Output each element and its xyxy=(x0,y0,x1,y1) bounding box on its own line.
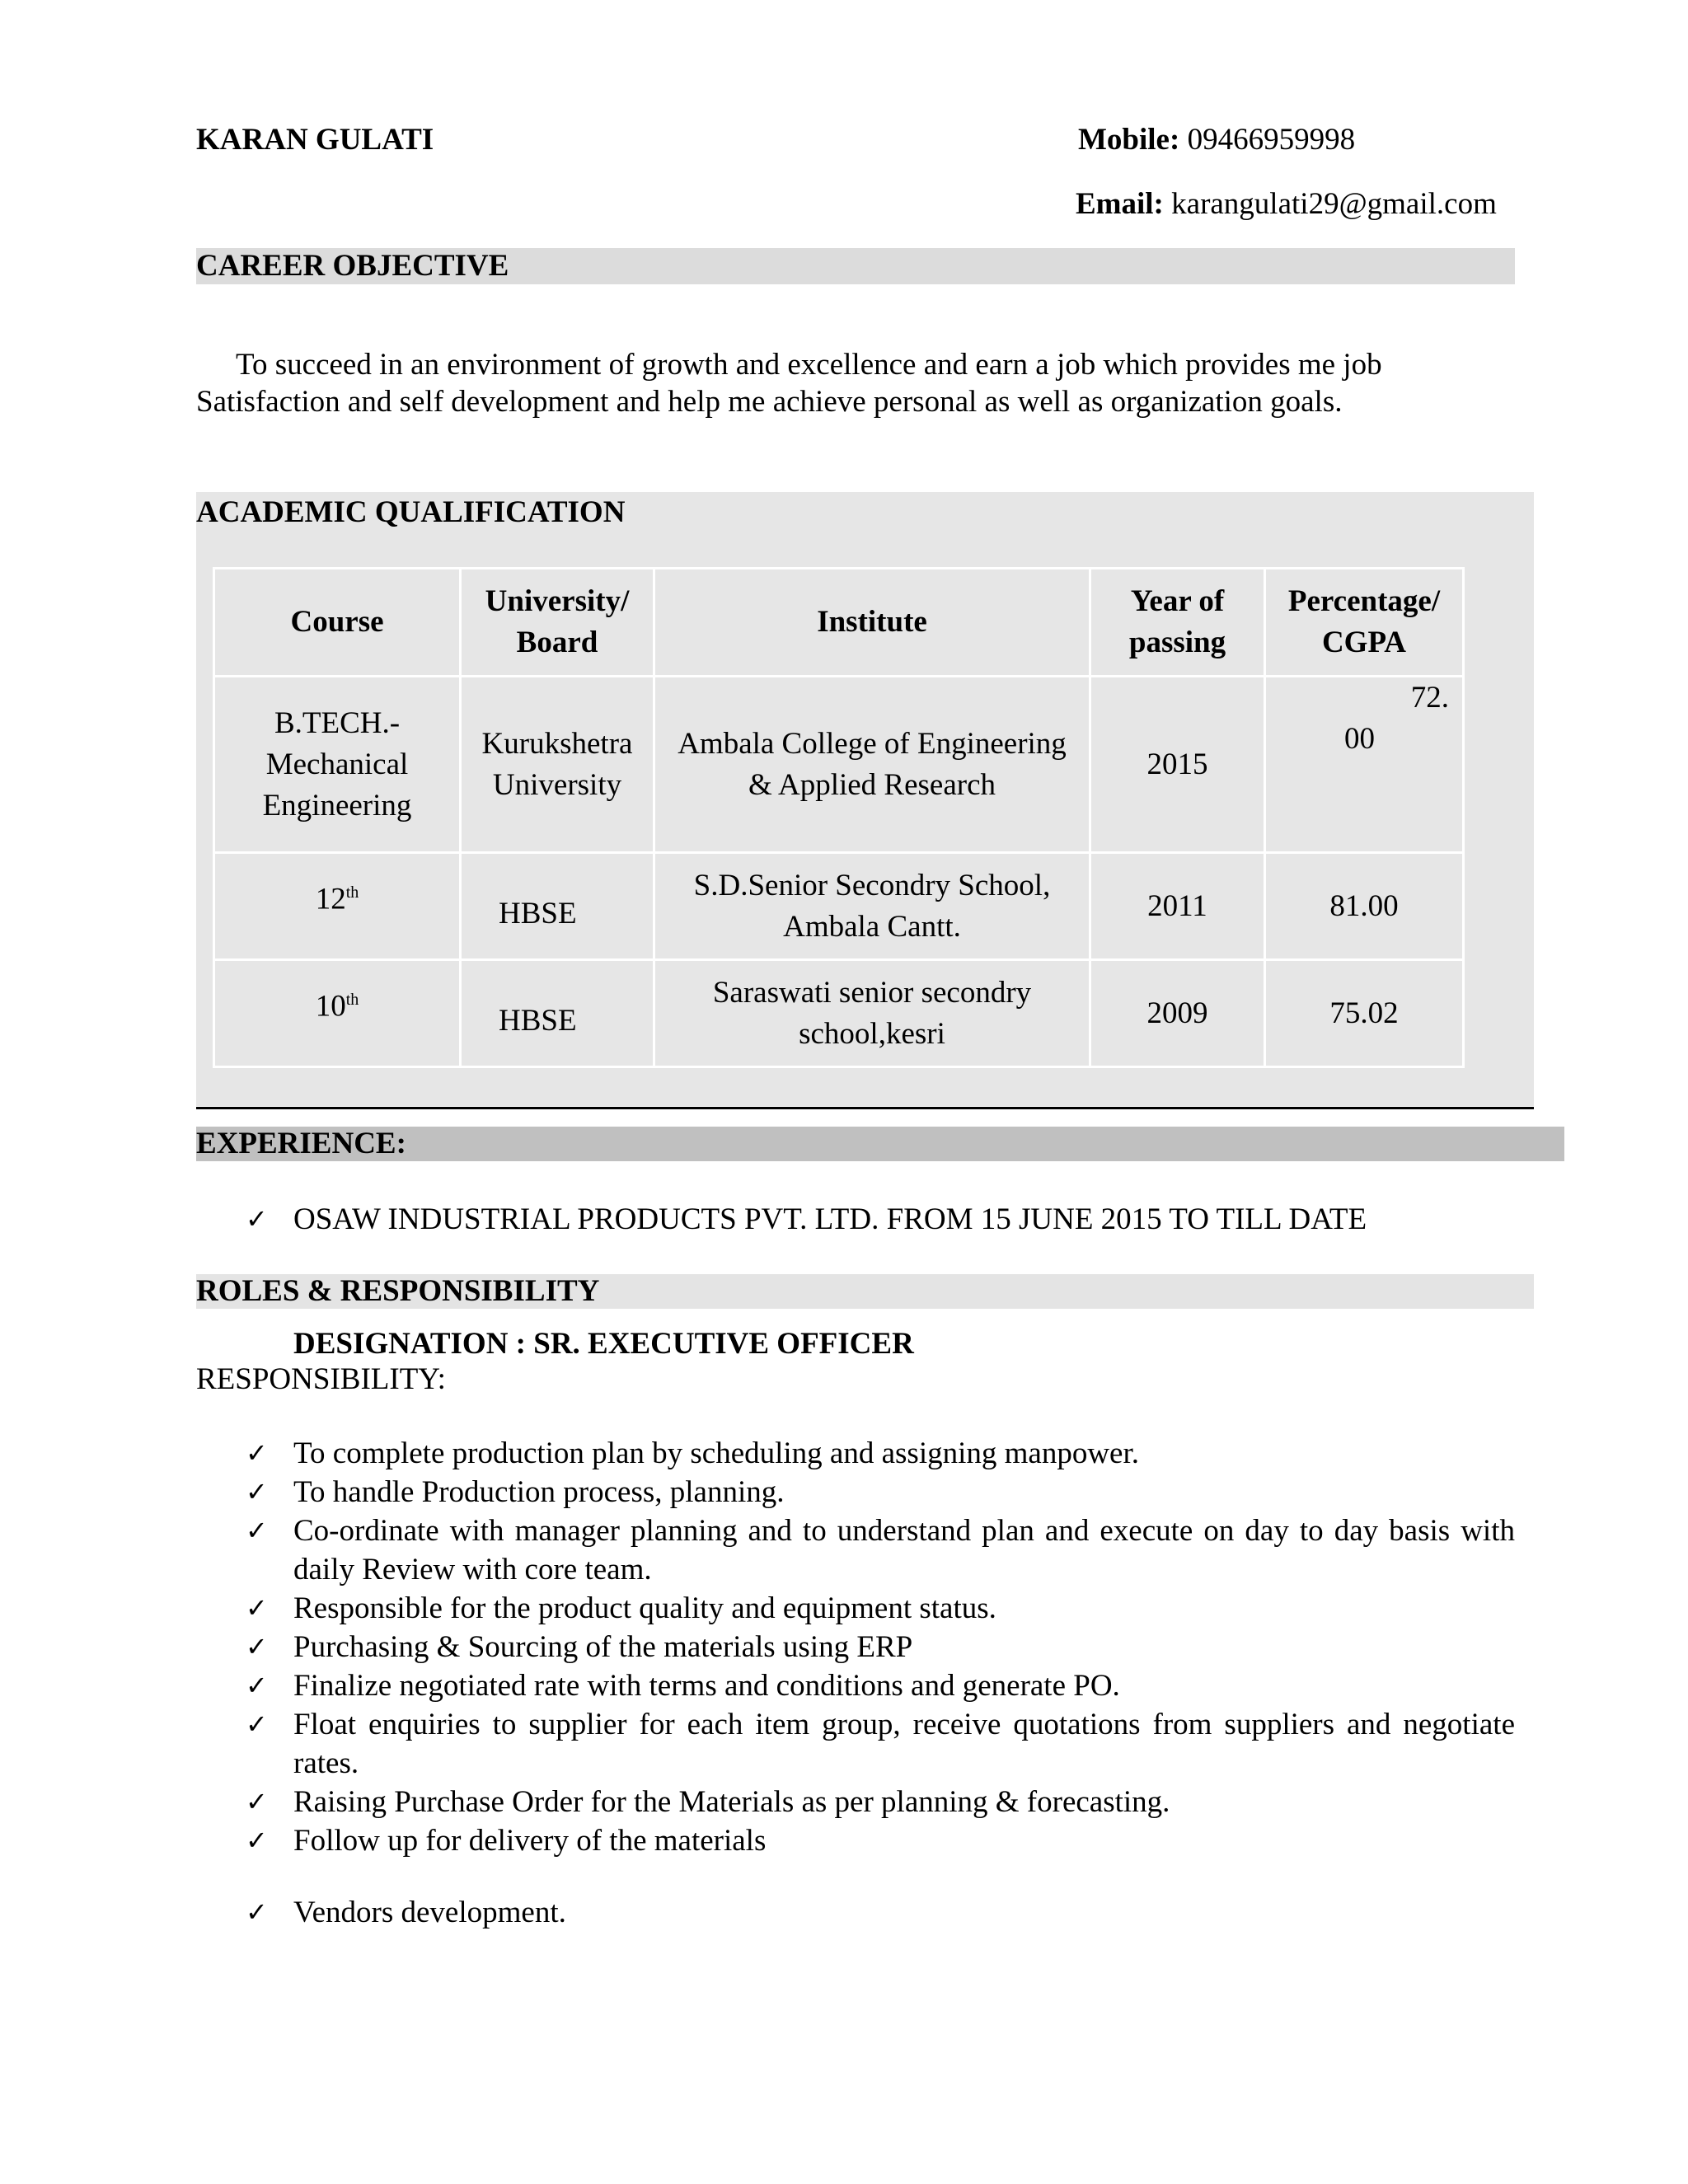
list-item: ✓ Purchasing & Sourcing of the materials using ERP xyxy=(246,1628,1515,1666)
mobile-value: 09466959998 xyxy=(1187,123,1356,157)
col-university: University/ Board xyxy=(461,569,654,677)
mobile-label: Mobile: xyxy=(1078,123,1180,157)
objective-line-2: Satisfaction and self development and help me achieve personal as well as organization goals. xyxy=(196,385,1343,419)
cell-university: HBSE xyxy=(461,853,654,960)
section-divider xyxy=(196,1107,1534,1109)
table-row xyxy=(214,677,1464,853)
col-institute: Institute xyxy=(654,569,1090,677)
list-item: ✓ To complete production plan by scheduling and assigning manpower. xyxy=(246,1434,1515,1473)
list-item: ✓ Follow up for delivery of the materials xyxy=(246,1821,1515,1860)
cell-course: 10th xyxy=(214,960,461,1067)
cell-institute: S.D.Senior Secondry School, Ambala Cantt. xyxy=(654,853,1090,960)
list-item: ✓ Vendors development. xyxy=(246,1893,1515,1932)
check-icon: ✓ xyxy=(246,1896,268,1928)
cell-percentage: 81.00 xyxy=(1265,853,1464,960)
list-item: ✓ Co-ordinate with manager planning and to understand plan and execute on day to day basis with daily Review with core team. xyxy=(246,1511,1515,1589)
cell-year: 2009 xyxy=(1090,960,1265,1067)
check-icon: ✓ xyxy=(246,1825,268,1856)
cell-institute: Ambala College of Engineering & Applied Research xyxy=(654,677,1090,853)
cell-course: B.TECH.- Mechanical Engineering xyxy=(214,677,461,853)
cell-course: 12th xyxy=(214,853,461,960)
table-row xyxy=(214,960,1464,1067)
check-icon: ✓ xyxy=(246,1786,268,1817)
roles-heading: ROLES & RESPONSIBILITY xyxy=(196,1274,600,1308)
check-icon: ✓ xyxy=(246,1476,268,1507)
mobile-line xyxy=(1078,122,1355,157)
table-row xyxy=(214,853,1464,960)
designation: DESIGNATION : SR. EXECUTIVE OFFICER xyxy=(293,1327,914,1361)
qualification-table xyxy=(213,567,1465,1068)
career-objective-heading: CAREER OBJECTIVE xyxy=(196,249,509,283)
responsibility-list xyxy=(246,1434,1515,1932)
list-item: ✓ Responsible for the product quality and equipment status. xyxy=(246,1589,1515,1628)
check-icon: ✓ xyxy=(246,1437,268,1469)
check-icon: ✓ xyxy=(246,1515,268,1546)
objective-line-1: To succeed in an environment of growth and excellence and earn a job which provides me job xyxy=(236,348,1382,382)
responsibility-label: RESPONSIBILITY: xyxy=(196,1362,446,1396)
cell-university: HBSE xyxy=(461,960,654,1067)
cell-year: 2011 xyxy=(1090,853,1265,960)
cell-institute: Saraswati senior secondry school,kesri xyxy=(654,960,1090,1067)
candidate-name: KARAN GULATI xyxy=(196,123,434,157)
check-icon: ✓ xyxy=(246,1708,268,1740)
check-icon: ✓ xyxy=(246,1203,268,1235)
email-label: Email: xyxy=(1076,187,1164,221)
col-percentage: Percentage/ CGPA xyxy=(1265,569,1464,677)
check-icon: ✓ xyxy=(246,1592,268,1624)
academic-heading: ACADEMIC QUALIFICATION xyxy=(196,495,626,529)
career-objective-text xyxy=(196,346,1515,420)
experience-heading: EXPERIENCE: xyxy=(196,1127,406,1160)
check-icon: ✓ xyxy=(246,1670,268,1701)
col-course: Course xyxy=(214,569,461,677)
table-header-row xyxy=(214,569,1464,677)
email-line xyxy=(1076,186,1497,222)
cell-year: 2015 xyxy=(1090,677,1265,853)
check-icon: ✓ xyxy=(246,1631,268,1662)
col-year: Year of passing xyxy=(1090,569,1265,677)
list-item: ✓ Finalize negotiated rate with terms and conditions and generate PO. xyxy=(246,1666,1515,1705)
list-item: ✓ Raising Purchase Order for the Materials as per planning & forecasting. xyxy=(246,1783,1515,1821)
cell-percentage: 75.02 xyxy=(1265,960,1464,1067)
experience-item: OSAW INDUSTRIAL PRODUCTS PVT. LTD. FROM 15 JUNE 2015 TO TILL DATE xyxy=(293,1202,1367,1236)
cell-university: Kurukshetra University xyxy=(461,677,654,853)
cell-percentage: 72. 00 xyxy=(1265,677,1464,853)
list-item: ✓ Float enquiries to supplier for each item group, receive quotations from suppliers and negotiate rates. xyxy=(246,1705,1515,1783)
list-item: ✓ To handle Production process, planning. xyxy=(246,1473,1515,1511)
email-value: karangulati29@gmail.com xyxy=(1171,187,1497,221)
